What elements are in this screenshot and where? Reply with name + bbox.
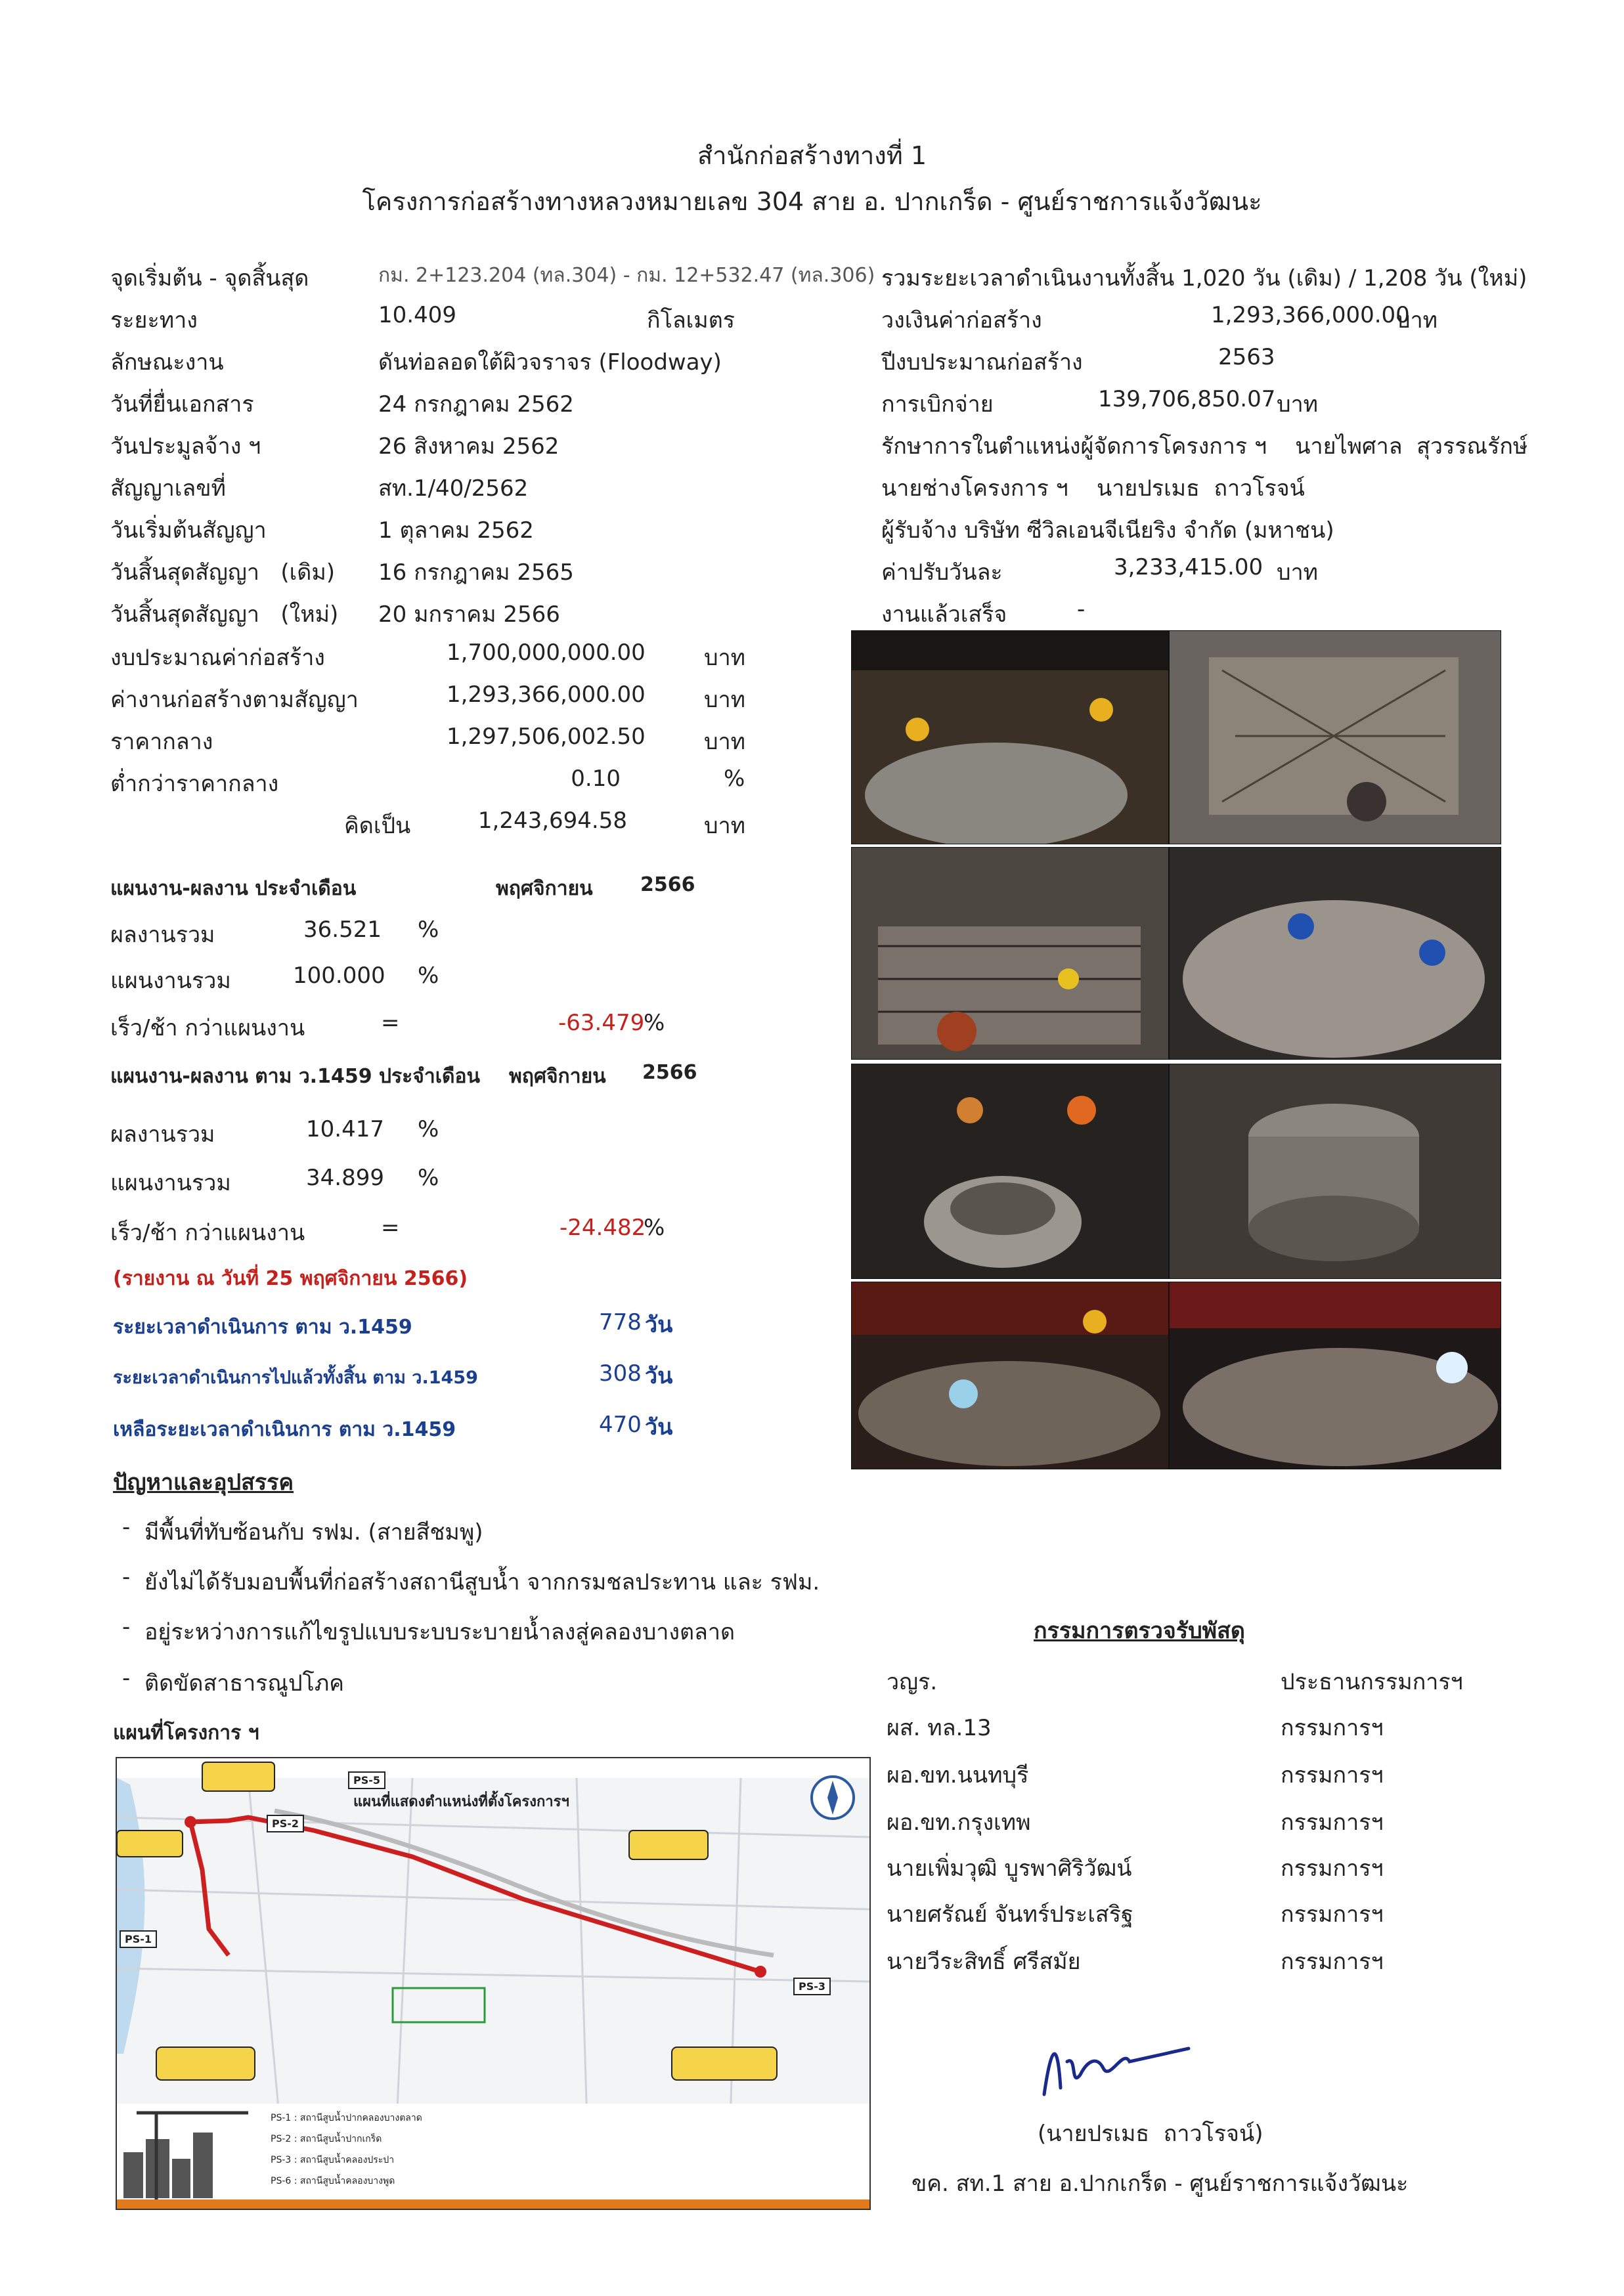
fine-label: ค่าปรับวันละ: [881, 559, 1003, 586]
time-value: 308: [599, 1360, 642, 1387]
info-value: 16 กรกฎาคม 2565: [378, 559, 574, 586]
legend-item: PS-6 : สถานีสูบน้ำคลองบางพูด: [271, 2176, 395, 2186]
signer-name: (นายปรเมธ ถาวโรจน์): [1038, 2121, 1263, 2147]
info-label: วันสิ้นสุดสัญญา (เดิม): [110, 559, 336, 586]
bullet-dash: -: [122, 1665, 131, 1691]
section-title: แผนงาน-ผลงาน ประจำเดือน: [110, 877, 357, 900]
time-unit: วัน: [645, 1414, 673, 1440]
budget-unit: บาท: [704, 645, 746, 671]
credit-label: วงเงินค่าก่อสร้าง: [881, 307, 1042, 334]
member-name: นายวีระสิทธิ์ ศรีสมัย: [887, 1949, 1081, 1975]
signer-position: ขค. สท.1 สาย อ.ปากเกร็ด - ศูนย์ราชการแจ้งวัฒนะ: [911, 2171, 1409, 2197]
committee-title: กรรมการตรวจรับพัสดุ: [1034, 1618, 1245, 1644]
site-photo: [851, 630, 1169, 844]
time-value: 778: [599, 1309, 642, 1335]
plan-value: 100.000: [293, 963, 385, 989]
site-photo: [851, 1282, 1169, 1469]
member-name: วญร.: [887, 1669, 938, 1695]
map-graphic: [117, 1758, 869, 2209]
site-photo: [851, 1064, 1169, 1279]
info-label: วันประมูลจ้าง ฯ: [110, 433, 261, 460]
map-title: แผนที่แสดงตำแหน่งที่ตั้งโครงการฯ: [353, 1794, 569, 1810]
budget-label: ต่ำกว่าราคากลาง: [110, 771, 279, 797]
equals: =: [381, 1215, 400, 1241]
time-unit: วัน: [645, 1363, 673, 1389]
legend-item: PS-1 : สถานีสูบน้ำปากคลองบางตลาด: [271, 2113, 422, 2123]
time-value: 470: [599, 1412, 642, 1438]
member-role: กรรมการฯ: [1281, 1855, 1384, 1882]
result-value: 10.417: [306, 1116, 384, 1142]
info-value: 1 ตุลาคม 2562: [378, 517, 534, 544]
fiscal-label: ปีงบประมาณก่อสร้าง: [881, 349, 1083, 376]
member-role: กรรมการฯ: [1281, 1949, 1384, 1975]
problem-item: มีพื้นที่ทับซ้อนกับ รฟม. (สายสีชมพู): [144, 1519, 483, 1546]
fine-unit: บาท: [1277, 559, 1319, 586]
budget-unit: %: [724, 766, 745, 792]
credit-value: 1,293,366,000.00: [1211, 302, 1410, 328]
member-role: ประธานกรรมการฯ: [1281, 1669, 1463, 1695]
site-photo: [1169, 1282, 1501, 1469]
member-role: กรรมการฯ: [1281, 1715, 1384, 1741]
budget-value: 0.10: [571, 766, 621, 792]
time-unit: วัน: [645, 1312, 673, 1338]
duration: รวมระยะเวลาดำเนินงานทั้งสิ้น 1,020 วัน (เดิม) / 1,208 วัน (ใหม่): [881, 265, 1527, 292]
engineer: นายช่างโครงการ ฯ นายปรเมธ ถาวโรจน์: [881, 475, 1305, 502]
pct: %: [644, 1215, 665, 1241]
member-role: กรรมการฯ: [1281, 1901, 1384, 1928]
member-role: กรรมการฯ: [1281, 1762, 1384, 1788]
budget-value: 1,297,506,002.50: [447, 724, 646, 750]
site-photo: [1169, 847, 1501, 1060]
section-title: แผนงาน-ผลงาน ตาม ว.1459 ประจำเดือน: [110, 1065, 480, 1088]
manager: รักษาการในตำแหน่งผู้จัดการโครงการ ฯ นายไพศาล สุวรรณรักษ์: [881, 433, 1528, 460]
budget-unit: บาท: [704, 729, 746, 755]
info-label: วันที่ยื่นเอกสาร: [110, 391, 254, 418]
info-value: กม. 2+123.204 (ทล.304) - กม. 12+532.47 (ทล.306): [378, 264, 875, 287]
budget-unit: บาท: [704, 813, 746, 839]
budget-value: 1,700,000,000.00: [447, 639, 646, 666]
diff-label: เร็ว/ช้า กว่าแผนงาน: [110, 1015, 305, 1041]
site-photo: [851, 847, 1169, 1060]
station-marker: PS-3: [793, 1978, 831, 1995]
legend-item: PS-3 : สถานีสูบน้ำคลองประปา: [271, 2155, 395, 2165]
info-unit: กิโลเมตร: [647, 307, 735, 334]
plan-value: 34.899: [306, 1165, 384, 1191]
month: พฤศจิกายน: [509, 1065, 606, 1088]
month: พฤศจิกายน: [496, 877, 593, 900]
contractor: ผู้รับจ้าง บริษัท ซีวิลเอนจีเนียริง จำกัด (มหาชน): [881, 517, 1334, 544]
pct: %: [418, 1165, 439, 1191]
info-label: จุดเริ่มต้น - จุดสิ้นสุด: [110, 265, 309, 292]
budget-value: 1,293,366,000.00: [447, 682, 646, 708]
bullet-dash: -: [122, 1614, 131, 1640]
office-title: สำนักก่อสร้างทางที่ 1: [697, 141, 927, 170]
project-title: โครงการก่อสร้างทางหลวงหมายเลข 304 สาย อ. ปากเกร็ด - ศูนย์ราชการแจ้งวัฒนะ: [362, 187, 1262, 216]
plan-label: แผนงานรวม: [110, 1170, 231, 1196]
site-photo: [1169, 1064, 1501, 1279]
info-value: สท.1/40/2562: [378, 475, 529, 502]
result-label: ผลงานรวม: [110, 1121, 215, 1148]
credit-unit: บาท: [1396, 307, 1438, 334]
year: 2566: [642, 1061, 697, 1084]
map-legend: [271, 2108, 422, 2192]
problem-item: ยังไม่ได้รับมอบพื้นที่ก่อสร้างสถานีสูบน้ำ จากกรมชลประทาน และ รฟม.: [144, 1569, 820, 1595]
bullet-dash: -: [122, 1514, 131, 1540]
diff-value: -63.479: [558, 1010, 645, 1036]
budget-label: ราคากลาง: [110, 729, 213, 755]
result-value: 36.521: [303, 917, 382, 943]
info-value: 26 สิงหาคม 2562: [378, 433, 560, 460]
budget-value: 1,243,694.58: [477, 808, 627, 834]
done-value: -: [1077, 596, 1086, 622]
station-marker: PS-5: [348, 1771, 385, 1789]
time-label: ระยะเวลาดำเนินการ ตาม ว.1459: [113, 1316, 412, 1339]
member-name: นายศรัณย์ จันทร์ประเสริฐ: [887, 1901, 1133, 1928]
fine-value: 3,233,415.00: [1114, 554, 1263, 580]
budget-label: คิดเป็น: [344, 813, 411, 839]
info-value: 10.409: [378, 302, 456, 328]
result-label: ผลงานรวม: [110, 922, 215, 948]
station-marker: PS-1: [120, 1930, 157, 1948]
member-name: ผส. ทล.13: [887, 1715, 992, 1741]
fiscal-value: 2563: [1218, 344, 1275, 370]
map-section-label: แผนที่โครงการ ฯ: [113, 1722, 259, 1744]
project-map: [116, 1757, 871, 2210]
member-name: ผอ.ขท.กรุงเทพ: [887, 1809, 1031, 1836]
pct: %: [418, 917, 439, 943]
equals: =: [381, 1010, 400, 1036]
pct: %: [418, 963, 439, 989]
time-label: เหลือระยะเวลาดำเนินการ ตาม ว.1459: [113, 1418, 456, 1441]
year: 2566: [640, 873, 695, 896]
done-label: งานแล้วเสร็จ: [881, 601, 1007, 628]
pct: %: [418, 1116, 439, 1142]
member-name: ผอ.ขท.นนทบุรี: [887, 1762, 1029, 1788]
budget-label: ค่างานก่อสร้างตามสัญญา: [110, 687, 359, 713]
info-value: 20 มกราคม 2566: [378, 601, 560, 628]
info-label: วันสิ้นสุดสัญญา (ใหม่): [110, 601, 339, 628]
pct: %: [644, 1010, 665, 1036]
problem-item: อยู่ระหว่างการแก้ไขรูปแบบระบบระบายน้ำลงสู่คลองบางตลาด: [144, 1619, 735, 1645]
diff-value: -24.482: [560, 1215, 646, 1241]
diff-label: เร็ว/ช้า กว่าแผนงาน: [110, 1220, 305, 1246]
bullet-dash: -: [122, 1564, 131, 1590]
handwritten-signature: [1031, 2009, 1202, 2108]
info-value: ดันท่อลอดใต้ผิวจราจร (Floodway): [378, 349, 722, 376]
disburse-value: 139,706,850.07: [1098, 386, 1276, 412]
info-label: วันเริ่มต้นสัญญา: [110, 517, 267, 544]
site-photo: [1169, 630, 1501, 844]
problem-item: ติดขัดสาธารณูปโภค: [144, 1670, 344, 1697]
time-label: ระยะเวลาดำเนินการไปแล้วทั้งสิ้น ตาม ว.1459: [113, 1368, 478, 1388]
info-label: ลักษณะงาน: [110, 349, 224, 376]
station-marker: PS-2: [267, 1815, 304, 1832]
info-label: สัญญาเลขที่: [110, 475, 226, 502]
info-label: ระยะทาง: [110, 307, 198, 334]
report-date: (รายงาน ณ วันที่ 25 พฤศจิกายน 2566): [113, 1267, 468, 1290]
problems-title: ปัญหาและอุปสรรค: [113, 1469, 294, 1496]
info-value: 24 กรกฎาคม 2562: [378, 391, 574, 418]
plan-label: แผนงานรวม: [110, 968, 231, 994]
budget-unit: บาท: [704, 687, 746, 713]
disburse-unit: บาท: [1277, 391, 1319, 418]
disburse-label: การเบิกจ่าย: [881, 391, 994, 418]
legend-item: PS-2 : สถานีสูบน้ำปากเกร็ด: [271, 2134, 382, 2144]
member-role: กรรมการฯ: [1281, 1809, 1384, 1836]
member-name: นายเพิ่มวุฒิ บูรพาศิริวัฒน์: [887, 1855, 1132, 1882]
budget-label: งบประมาณค่าก่อสร้าง: [110, 645, 325, 671]
